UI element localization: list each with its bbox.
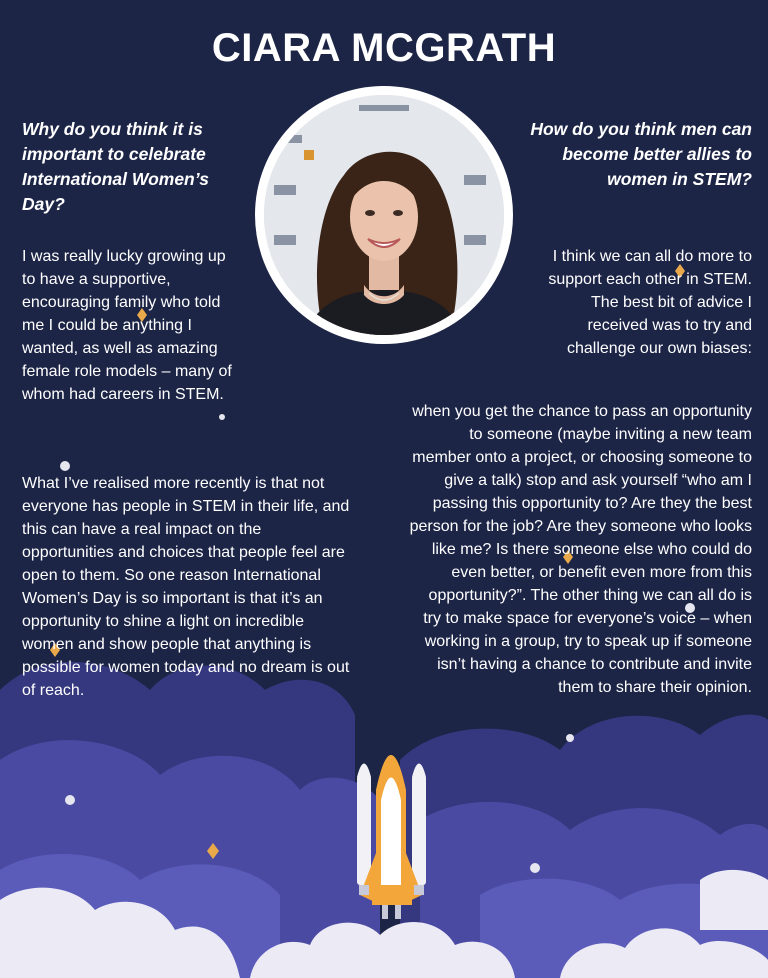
rocket-illustration <box>357 755 426 919</box>
page-title: CIARA MCGRATH <box>211 26 557 70</box>
right-question: How do you think men can become better allies to women in STEM? <box>530 119 752 189</box>
right-answer-paragraph-1: I think we can all do more to support each other in STEM. The best bit of advice I received was to try and challenge our own biases: <box>548 248 752 357</box>
left-question: Why do you think it is important to celebrate International Women’s Day? <box>22 119 210 214</box>
portrait-photo <box>255 86 513 344</box>
right-answer-paragraph-2: when you get the chance to pass an opportunity to someone (maybe inviting a new team member onto a project, or choosing someone to give a talk) stop and ask yourself “who am I passing this opportunity to? Are they the best person for the job? Are they someone who looks like me? Is there someone else who could do even better, or benefit even more from this opportunity?”. The other thing we can all do is try to make space for everyone’s voice – when working in a group, try to speak up if someone isn’t having a chance to contribute and invite them to share their opinion. <box>409 403 752 696</box>
left-answer-paragraph-1: I was really lucky growing up to have a supportive, encouraging family who told me I could be anything I wanted, as well as amazing female role models – many of whom had careers in STEM. <box>22 248 232 403</box>
left-answer-paragraph-2: What I’ve realised more recently is that not everyone has people in STEM in their life, and this can have a real impact on the opportunities and choices that people feel are open to them. So one reason International Women’s Day is so important is that it’s an opportunity to shine a light on incredible women and show people that anything is possible for women today and no dream is out of reach. <box>22 475 350 699</box>
